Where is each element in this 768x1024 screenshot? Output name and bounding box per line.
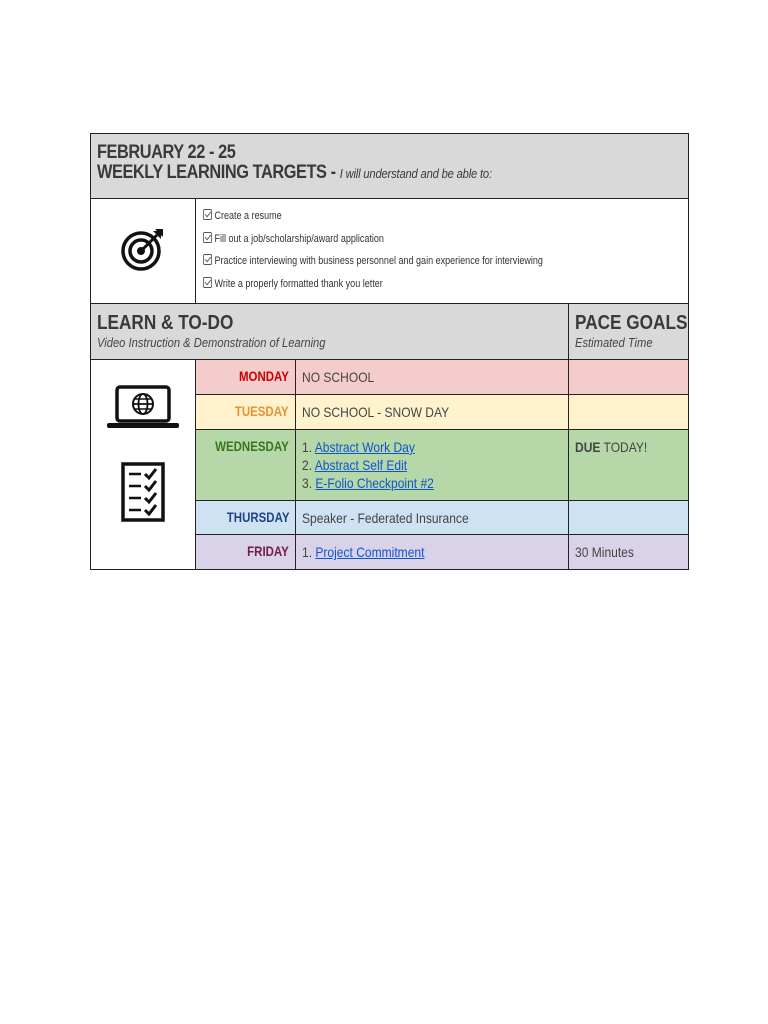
todo-text: Speaker - Federated Insurance	[302, 510, 469, 526]
abstract-self-edit-link[interactable]: Abstract Self Edit	[314, 457, 408, 473]
due-label: DUE	[575, 439, 601, 455]
project-commitment-link[interactable]: Project Commitment	[315, 544, 425, 560]
pace-thursday	[569, 501, 689, 535]
checkbox-icon	[203, 209, 212, 220]
pace-tuesday	[569, 395, 689, 430]
heading-dash: -	[330, 162, 336, 183]
header-cell	[91, 134, 689, 199]
laptop-globe-icon	[105, 384, 181, 434]
efolio-checkpoint-link[interactable]: E-Folio Checkpoint #2	[315, 475, 434, 491]
learning-targets-list	[196, 199, 689, 304]
todo-monday	[296, 360, 569, 395]
learn-subtitle: Video Instruction & Demonstration of Learning	[97, 335, 326, 350]
checkbox-icon	[203, 232, 212, 243]
abstract-work-day-link[interactable]: Abstract Work Day	[314, 439, 415, 455]
todo-text: NO SCHOOL - SNOW DAY	[302, 404, 450, 420]
learn-header-cell	[91, 304, 569, 360]
item-number: 3.	[302, 475, 313, 491]
day-friday	[196, 535, 296, 570]
target-text: Practice interviewing with business personnel and gain experience for interviewing	[214, 255, 543, 267]
weekly-targets-heading	[97, 163, 600, 184]
target-icon-cell	[91, 199, 196, 304]
day-label: WEDNESDAY	[215, 438, 289, 454]
day-label: TUESDAY	[235, 403, 289, 419]
weekly-targets-title: WEEKLY LEARNING TARGETS	[97, 162, 327, 183]
pace-friday	[569, 535, 689, 570]
pace-wednesday	[569, 430, 689, 501]
date-range: FEBRUARY 22 - 25	[97, 142, 236, 163]
todo-friday	[296, 535, 569, 570]
target-item	[203, 228, 601, 251]
todo-thursday	[296, 501, 569, 535]
pace-monday	[569, 360, 689, 395]
day-tuesday	[196, 395, 296, 430]
learn-title: LEARN & TO-DO	[97, 312, 234, 334]
target-item	[203, 205, 601, 228]
pace-subtitle: Estimated Time	[575, 335, 653, 350]
pace-text: 30 Minutes	[575, 544, 634, 560]
target-text: Write a properly formatted thank you letter	[214, 277, 383, 290]
day-label: MONDAY	[239, 368, 289, 384]
icons-cell	[91, 360, 196, 570]
item-number: 2.	[302, 457, 313, 473]
day-wednesday	[196, 430, 296, 501]
day-label: THURSDAY	[226, 509, 289, 525]
item-number: 1.	[302, 544, 313, 560]
weekly-plan-table	[90, 133, 689, 570]
pace-header-cell	[569, 304, 689, 360]
target-item	[203, 250, 601, 273]
todo-text: NO SCHOOL	[302, 369, 375, 385]
target-icon	[119, 225, 167, 273]
checklist-icon	[120, 461, 166, 523]
target-text: Create a resume	[214, 210, 282, 222]
todo-tuesday	[296, 395, 569, 430]
day-thursday	[196, 501, 296, 535]
day-label: FRIDAY	[247, 543, 289, 559]
todo-wednesday	[296, 430, 569, 501]
checkbox-icon	[203, 254, 212, 265]
checkbox-icon	[203, 277, 212, 288]
target-text: Fill out a job/scholarship/award application	[214, 232, 384, 245]
item-number: 1.	[302, 439, 313, 455]
day-monday	[196, 360, 296, 395]
target-item	[203, 273, 601, 296]
pace-text: TODAY!	[603, 439, 648, 455]
weekly-targets-subtitle: I will understand and be able to:	[339, 166, 492, 181]
pace-title: PACE GOALS	[575, 312, 688, 334]
